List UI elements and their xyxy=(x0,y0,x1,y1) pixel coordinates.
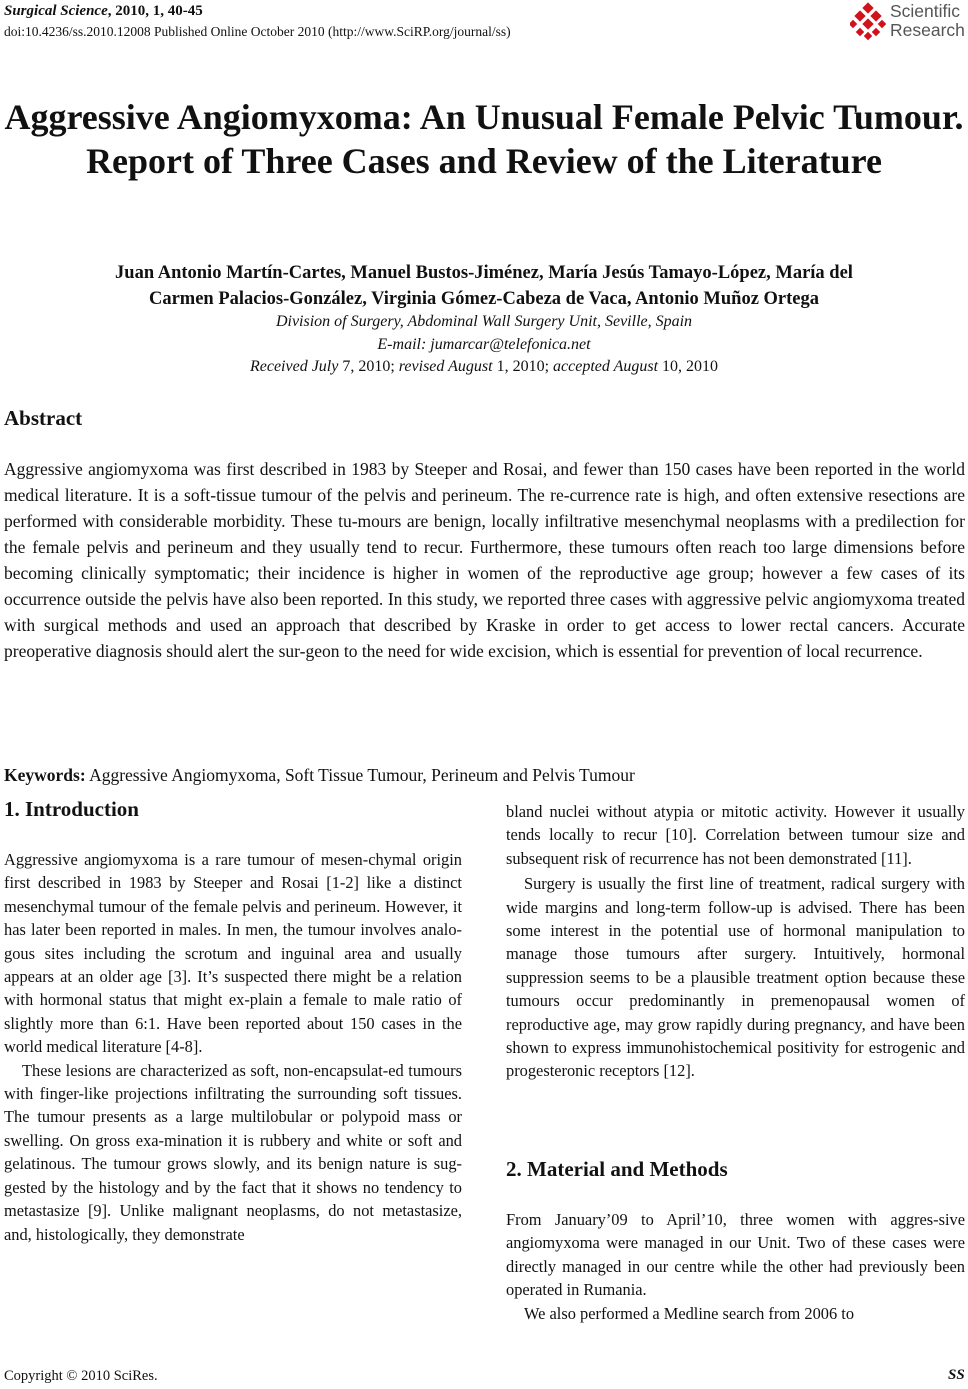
methods-paragraph-2: We also performed a Medline search from 2006 to xyxy=(524,1303,855,1323)
keywords-label: Keywords: xyxy=(4,765,86,785)
intro-paragraph-4: Surgery is usually the first line of treatment, radical surgery with wide margins and long-term follow-up is advised. There has been some interest in the potential use of hormonal manipulation to manage those tumours after surgery. Intuitively, hormonal suppression seems to be a plausible treatment option because these tumours occur predominantly in premenopausal women of reproductive age, may grow rapidly during pregnancy, and have been shown to express immunohistochemical positivity for estrogenic and progesteronic receptors [12]. xyxy=(506,874,965,1081)
logo-line-2: Research xyxy=(890,20,965,40)
intro-heading: 1. Introduction xyxy=(4,797,139,821)
email-line xyxy=(0,336,968,354)
keywords-line xyxy=(4,765,635,786)
received-label: Received July xyxy=(249,358,339,375)
author-list xyxy=(0,260,968,312)
methods-paragraph-1: From January’09 to April’10, three women with aggres-sive angiomyxoma were managed in our Unit. Two of these cases were directly managed in our centre while the other had previously been operated in Rumania. xyxy=(506,1210,965,1300)
doi-line: doi:10.4236/ss.2010.12008 Published Online October 2010 (http://www.SciRP.org/journal/ss) xyxy=(4,24,511,39)
revised-label: revised August xyxy=(398,358,493,375)
journal-issue: , 2010, 1, 40-45 xyxy=(107,3,203,19)
email-address[interactable]: : jumarcar@telefonica.net xyxy=(420,336,591,353)
intro-paragraph-3: bland nuclei without atypia or mitotic activity. However it usually tends locally to recur [10]. Correlation between tumour size and subsequent risk of recurrence has not been demonstrated [11]. xyxy=(506,802,965,868)
intro-paragraph-2: These lesions are characterized as soft, non-encapsulat-ed tumours with finger-like projections infiltrating the surrounding soft tissues. The tumour presents as a large multilobular or polypoid mass or swelling. On gross exa-mination it is rubbery and white or soft and gelatinous. The tumour grows slowly, and its benign nature is sug-gested by the histology and by the fact that it shows no tendency to metastasize [9]. Unlike malignant neoplasms, do not metastasize, and, histologically, they demonstrate xyxy=(4,1060,462,1244)
author-line-1: Juan Antonio Martín-Cartes, Manuel Bustos-Jiménez, María Jesús Tamayo-López, María del xyxy=(115,263,853,283)
author-line-2: Carmen Palacios-González, Virginia Gómez-Cabeza de Vaca, Antonio Muñoz Ortega xyxy=(148,289,820,309)
logo-mark-icon xyxy=(850,2,888,40)
accepted-date: 10, 2010 xyxy=(658,358,719,375)
publisher-logo xyxy=(850,0,968,44)
abstract-heading: Abstract xyxy=(4,406,83,430)
affiliation: Division of Surgery, Abdominal Wall Surgery Unit, Seville, Spain xyxy=(275,313,693,330)
revised-date: 1, 2010; xyxy=(492,358,554,375)
left-column xyxy=(4,848,462,1246)
intro-paragraph-1: Aggressive angiomyxoma is a rare tumour of mesen-chymal origin first described in 1983 by Steeper and Rosai [1-2] like a distinct mesenchymal tumour of the female pelvis and perineum. However, it has later been reported in males. In men, the tumour involves analo-gous sites including the scrotum and inguinal area and usually appears at an older age [3]. It’s suspected there might be a relation with hormonal status that might ex-plain a female to male ratio of slightly more than 6:1. Have been reported about 150 cases in the world medical literature [4-8]. xyxy=(4,850,462,1057)
accepted-label: accepted August xyxy=(553,358,659,375)
logo-text xyxy=(890,2,965,40)
right-column-top xyxy=(506,800,965,1083)
abstract-text: Aggressive angiomyxoma was first described in 1983 by Steeper and Rosai, and fewer than 150 cases have been reported in the world medical literature. It is a soft-tissue tumour of the pelvis and perineum. The re-currence rate is high, and often extensive resections are performed with considerable morbidity. These tu-mours are benign, locally infiltrative mesenchymal neoplasms with a predilection for the female pelvis and perineum and they usually tend to recur. Furthermore, these tumours often reach too large dimensions before becoming clinically symptomatic; their incidence is higher in women of the reproductive age group; however a few cases of its occurrence outside the pelvis have also been reported. In this study, we reported three cases with aggressive pelvic angiomyxoma treated with surgical methods and used an approach that described by Kraske in order to get access to lower rectal cancers. Accurate preoperative diagnosis should alert the sur-geon to the need for wide excision, which is essential for prevention of local recurrence. xyxy=(4,459,965,661)
paper-title: Aggressive Angiomyxoma: An Unusual Female Pelvic Tumour. Report of Three Cases and Review of the Literature xyxy=(4,97,964,181)
logo-line-1: Scientific xyxy=(890,1,961,21)
received-date: 7, 2010; xyxy=(338,358,399,375)
email-label: E-mail xyxy=(377,336,421,353)
received-dates xyxy=(0,358,968,376)
copyright-notice: Copyright © 2010 SciRes. xyxy=(4,1368,158,1384)
journal-name: Surgical Science xyxy=(4,3,108,19)
journal-abbreviation: SS xyxy=(948,1367,965,1383)
keywords-text: Aggressive Angiomyxoma, Soft Tissue Tumour, Perineum and Pelvis Tumour xyxy=(85,765,635,785)
journal-citation xyxy=(4,3,203,20)
methods-heading: 2. Material and Methods xyxy=(506,1157,728,1181)
right-column-bottom xyxy=(506,1208,965,1325)
